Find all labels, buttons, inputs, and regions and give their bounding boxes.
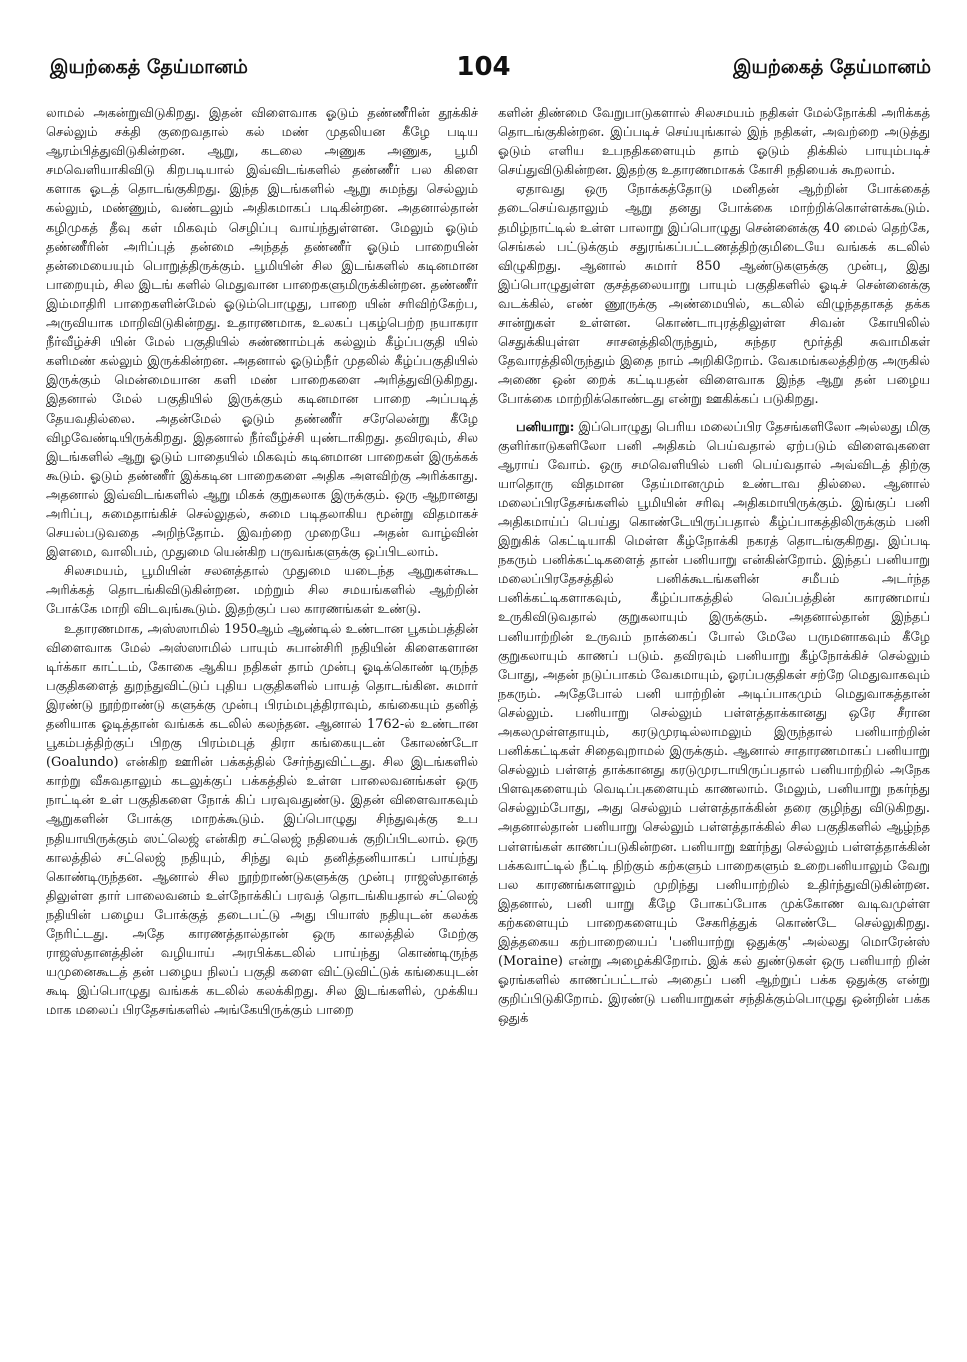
right-paragraph-1: களின் திண்மை வேறுபாடுகளால் சிலசமயம் நதிகள் மேல்நோக்கி அரிக்கத் தொடங்குகின்றன. இப்படிச் செய்யுங்கால் இந் நதிகள், அவற்றை அடுத்து ஓடும் எளிய உபநதிகளையும் தாம் ஓடும் திக்கில் பாயும்படிச் செய்துவிடுகின்றன. இதற்கு உதாரணமாகக் கோசி நதியைக் கூறலாம்.: [498, 106, 930, 179]
text-columns: [46, 104, 930, 1344]
header-right-title: இயற்கைத் தேய்மானம்: [733, 56, 931, 78]
right-paragraph-3-body: இப்பொழுது பெரிய மலைப்பிர தேசங்களிலோ அல்லது மிகு குளிர்காடுகளிலோ பனி அதிகம் பெய்வதால் ஏற்படும் விளைவுகளை ஆராய் வோம். ஒரு சமவெளியில் பனி பெய்வதால் அவ்விடத் திற்கு யாதொரு விதமான தேய்மானமும் உண்டாவ தில்லை. ஆனால் மலைப்பிரதேசங்களில் பூமியின் சரிவு அதிகமாயிருக்கும். இங்குப் பனி அதிகமாய்ப் பெய்து கொண்டேயிருப்பதால் கீழ்ப்பாகத்திலிருக்கும் பனி இறுகிக் கெட்டியாகி மெள்ள கீழ்நோக்கி நகரத் தொடங்குகிறது. இப்படி நகரும் பனிக்கட்டிகளைத் தான் பனியாறு என்கின்றோம். இந்தப் பனியாறு மலைப்பிரதேசத்தில் பனிக்கூடங்களின் சமீபம் அடர்ந்த பனிக்கட்டிகளாகவும், கீழ்ப்பாகத்தில் வெப்பத்தின் காரணமாய் உருகிவிடுவதால் குறுகலாயும் இருக்கும். அதனால்தான் இந்தப் பனியாற்றின் உருவம் நாக்கைப் போல் மேலே பருமனாகவும் கீழே குறுகலாயும் காணப் படும். தவிரவும் பனியாறு கீழ்நோக்கிச் செல்லும் போது, அதன் நடுப்பாகம் வேகமாயும், ஓரப்பகுதிகள் சற்றே மெதுவாகவும் நகரும். அதேபோல் பனி யாற்றின் அடிப்பாகமும் மெதுவாகத்தான் செல்லும். பனியாறு செல்லும் பள்ளத்தாக்கானது ஒரே சீரான அகலமுள்ளதாயும், கரடுமுரடில்லாமலும் இருந்தால் பனியாற்றின் பனிக்கட்டிகள் சிதைவுறாமல் இருக்கும். ஆனால் சாதாரணமாகப் பனியாறு செல்லும் பள்ளத் தாக்கானது கரடுமுரடாயிருப்பதால் பனியாற்றில் அநேக பிளவுகளையும் வெடிப்புகளையும் காணலாம். மேலும், பனியாறு நகர்ந்து செல்லும்போது, அது செல்லும் பள்ளத்தாக்கின் தரை குழிந்து விடுகிறது. அதனால்தான் பனியாறு செல்லும் பள்ளத்தாக்கில் சில பகுதிகளில் ஆழ்ந்த பள்ளங்கள் காணப்படுகின்றன. பனியாறு ஊர்ந்து செல்லும் பள்ளத்தாக்கின் பக்கவாட்டில் நீட்டி நிற்கும் கற்களும் பாறைகளும் உறைபனியாலும் வேறு பல காரணங்களாலும் முறிந்து பனியாற்றில் உதிர்ந்துவிடுகின்றன. இதனால், பனி யாறு கீழே போகப்போக முக்கோண வடிவமுள்ள கற்களையும் பாறைகளையும் சேகரித்துக் கொண்டே செல்லுகிறது. இத்தகைய கற்பாறையைப் 'பனியாற்று ஒதுக்கு' அல்லது மொரேன்ஸ் (Moraine) என்று அழைக்கிறோம். இக் கல் துண்டுகள் ஒரு பனியாற் றின் ஓரங்களில் காணப்பட்டால் அதைப் பனி ஆற்றுப் பக்க ஒதுக்கு என்று குறிப்பிடுகிறோம். இரண்டு பனியாறுகள் சந்திக்கும்பொழுது ஒன்றின் பக்க ஒதுக்: [498, 419, 930, 1027]
running-header: [30, 52, 937, 92]
right-paragraph-2: ஏதாவது ஒரு நோக்கத்தோடு மனிதன் ஆற்றின் போக்கைத் தடைசெய்வதாலும் ஆறு தனது போக்கை மாற்றிக்கொள்ளக்கூடும். தமிழ்நாட்டில் உள்ள பாலாறு இப்பொழுது சென்னைக்கு 40 மைல் தெற்கே, செங்கல் பட்டுக்கும் சதுரங்கப்பட்டணத்திற்குமிடையே வங்கக் கடலில் விழுகிறது. ஆனால் சுமார் 850 ஆண்டுகளுக்கு முன்பு, இது இப்பொழுதுள்ள குசத்தலையாறு பாயும் பகுதிகளில் ஓடிச் சென்னைக்கு வடக்கில், எண் ணூருக்கு அண்மையில், கடலில் விழுந்ததாகத் தக்க சான்றுகள் உள்ளன. கொண்டாபுரத்திலுள்ள சிவன் கோயிலில் செதுக்கியுள்ள சாசனத்திலிருந்தும், சுந்தர மூர்த்தி சுவாமிகள் தேவாரத்திலிருந்தும் இதை நாம் அறிகிறோம். வேகமங்கலத்திற்கு அருகில் அணை ஒன் றைக் கட்டியதன் விளைவாக இந்த ஆறு தன் பழைய போக்கை மாற்றிக்கொண்டது என்று ஊகிக்கப் படுகிறது.: [498, 182, 930, 408]
page-number: 104: [456, 52, 511, 82]
left-paragraph-3: உதாரணமாக, அஸ்ஸாமில் 1950ஆம் ஆண்டில் உண்டான பூகம்பத்தின் விளைவாக மேல் அஸ்ஸாமில் பாயும் சுபான்சிரி நதியின் கிளைகளான டிர்க்கா காட்டம், கோகை ஆகிய நதிகள் தாம் முன்பு ஓடிக்கொண் டிருந்த பகுதிகளைத் துறந்துவிட்டுப் புதிய பகுதிகளில் பாயத் தொடங்கின. சுமார் இரண்டு நூற்றாண்டு களுக்கு முன்பு பிரம்மபுத்திராவும், கங்கையும் தனித் தனியாக ஓடித்தான் வங்கக் கடலில் கலந்தன. ஆனால் 1762-ல் உண்டான பூகம்பத்திற்குப் பிறகு பிரம்மபுத் திரா கங்கையுடன் கோலண்டோ (Goalundo) என்கிற ஊரின் பக்கத்தில் சேர்ந்துவிட்டது. சில இடங்களில் காற்று வீசுவதாலும் கடலுக்குப் பக்கத்தில் உள்ள பாலைவனங்கள் ஒரு நாட்டின் உள் பகுதிகளை நோக் கிப் பரவுவதுண்டு. இதன் விளைவாகவும் ஆறுகளின் போக்கு மாறக்கூடும். இப்பொழுது சிந்துவுக்கு உப நதியாயிருக்கும் ஸட்லெஜ் என்கிற சட்லெஜ் நதியைக் குறிப்பிடலாம். ஒரு காலத்தில் சட்லெஜ் நதியும், சிந்து வும் தனித்தனியாகப் பாய்ந்து கொண்டிருந்தன. ஆனால் சில நூற்றாண்டுகளுக்கு முன்பு ராஜஸ்தானத் திலுள்ள தார் பாலைவனம் உள்நோக்கிப் பரவத் தொடங்கியதால் சட்லெஜ் நதியின் பழைய போக்குத் தடைபட்டு அது பியாஸ் நதியுடன் கலக்க நேரிட்டது. அதே காரணத்தால்தான் ஒரு காலத்தில் மேற்கு ராஜஸ்தானத்தின் வழியாய் அரபிக்கடலில் பாய்ந்து கொண்டிருந்த யமுனைகூடத் தன் பழைய நிலப் பகுதி களை விட்டுவிட்டுக் கங்கையுடன் கூடி இப்பொழுது வங்கக் கடலில் கலக்கிறது. சில இடங்களில், முக்கிய மாக மலைப் பிரதேசங்களில் அங்கேயிருக்கும் பாறை: [46, 621, 478, 1019]
right-column: [498, 104, 930, 1344]
left-column: [46, 104, 478, 1344]
left-paragraph-2: சிலசமயம், பூமியின் சலனத்தால் முதுமை யடைந்த ஆறுகள்கூட அரிக்கத் தொடங்கிவிடுகின்றன. மற்றும் சில சமயங்களில் ஆற்றின் போக்கே மாறி விடவுங்கூடும். இதற்குப் பல காரணங்கள் உண்டு.: [46, 564, 478, 618]
section-heading-glacier: பனியாறு:: [516, 419, 575, 435]
right-paragraph-3: [498, 418, 930, 1029]
header-left-title: இயற்கைத் தேய்மானம்: [50, 56, 248, 78]
left-paragraph-1: லாமல் அகன்றுவிடுகிறது. இதன் விளைவாக ஓடும் தண்ணீரின் தூக்கிச் செல்லும் சக்தி குறைவதால் கல் மண் முதலியன கீழே படிய ஆரம்பித்துவிடுகின்றன. ஆறு, கடலை அணுக அணுக, பூமி சமவெளியாகிவிடு கிறபடியால் இவ்விடங்களில் தண்ணீர் பல கிளை களாக ஓடத் தொடங்குகிறது. இந்த இடங்களில் ஆறு சுமந்து செல்லும் கல்லும், மண்ணும், வண்டலும் அதிகமாகப் படிகின்றன. அதனால்தான் கழிமுகத் தீவு கள் மிகவும் செழிப்பு வாய்ந்துள்ளன. மேலும் ஓடும் தண்ணீரின் அரிப்புத் தன்மை அந்தத் தண்ணீர் ஓடும் பாறையின் தன்மையையும் பொறுத்திருக்கும். பூமியின் சில இடங்களில் கடினமான பாறையும், சில இடங் களில் மெதுவான பாறைகளுமிருக்கின்றன. தண்ணீர் இம்மாதிரி பாறைகளின்மேல் ஓடும்பொழுது, பாறை யின் சரிவிற்கேற்ப, அருவியாக மாறிவிடுகின்றது. உதாரணமாக, உலகப் புகழ்பெற்ற நயாகரா நீர்வீழ்ச்சி யின் மேல் பகுதியில் சுண்ணாம்புக் கல்லும் கீழ்ப்பகுதி யில் களிமண் கல்லும் இருக்கின்றன. அதனால் ஓடும்நீர் முதலில் கீழ்ப்பகுதியில் இருக்கும் மென்மையான களி மண் பாறைகளை அரித்துவிடுகிறது. இதனால் மேல் பகுதியில் இருக்கும் கடினமான பாறை அப்படித் தேயவதில்லை. அதன்மேல் ஓடும் தண்ணீர் சரேலென்று கீழே விழவேண்டியிருக்கிறது. இதனால் நீர்வீழ்ச்சி யுண்டாகிறது. தவிரவும், சில இடங்களில் ஆறு ஓடும் பாதையில் மிகவும் கடினமான பாறைகள் இருக்கக் கூடும். ஓடும் தண்ணீர் இக்கடின பாறைகளை அதிக அளவிற்கு அரிக்காது. அதனால் இவ்விடங்களில் ஆறு மிகக் குறுகலாக இருக்கும். ஒரு ஆறானது அரிப்பு, சுமைதாங்கிச் செல்லுதல், சுமை படிதலாகிய மூன்று விதமாகச் செயல்படுவதை அறிந்தோம். இவற்றை முறையே அதன் வாழ்வின் இளமை, வாலிபம், முதுமை யென்கிற பருவங்களுக்கு ஒப்பிடலாம்.: [46, 106, 478, 561]
